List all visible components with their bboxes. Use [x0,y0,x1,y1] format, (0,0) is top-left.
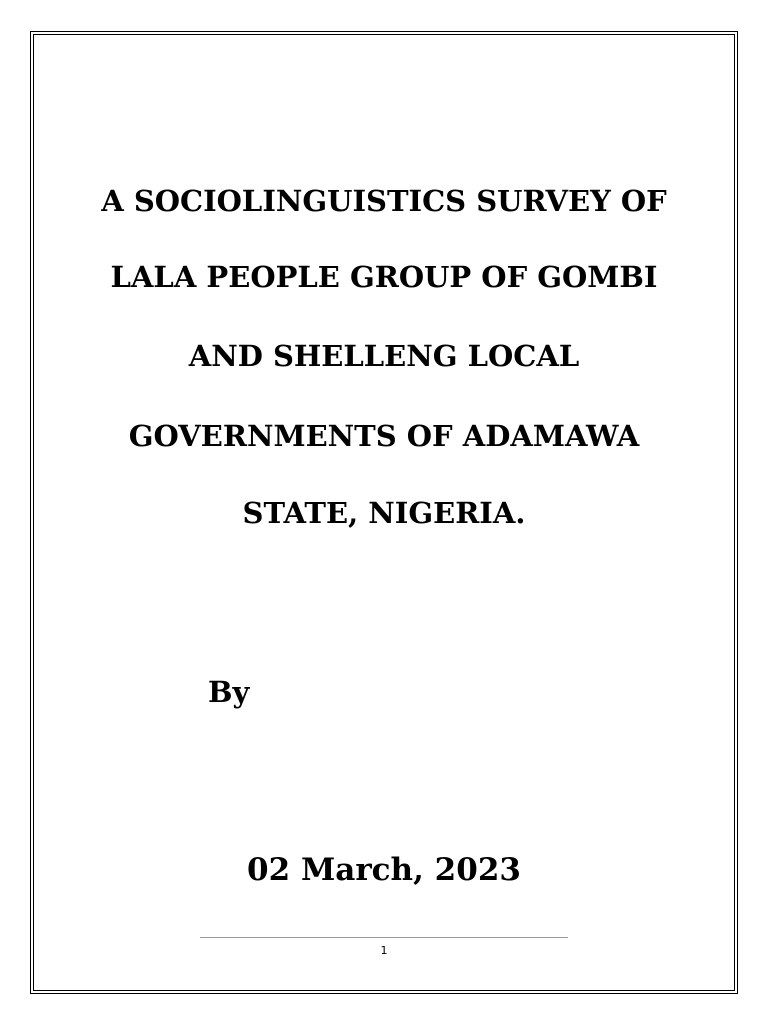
document-date: 02 March, 2023 [247,852,521,888]
author-by-label: By [208,675,250,709]
title-line-5: STATE, NIGERIA. [242,496,526,530]
title-line-2: LALA PEOPLE GROUP OF GOMBI [110,260,658,294]
title-line-1: A SOCIOLINGUISTICS SURVEY OF [101,184,667,218]
footer-rule [200,937,568,938]
page-number: 1 [380,944,388,957]
title-line-3: AND SHELLENG LOCAL [188,339,580,373]
title-line-4: GOVERNMENTS OF ADAMAWA [128,419,640,453]
